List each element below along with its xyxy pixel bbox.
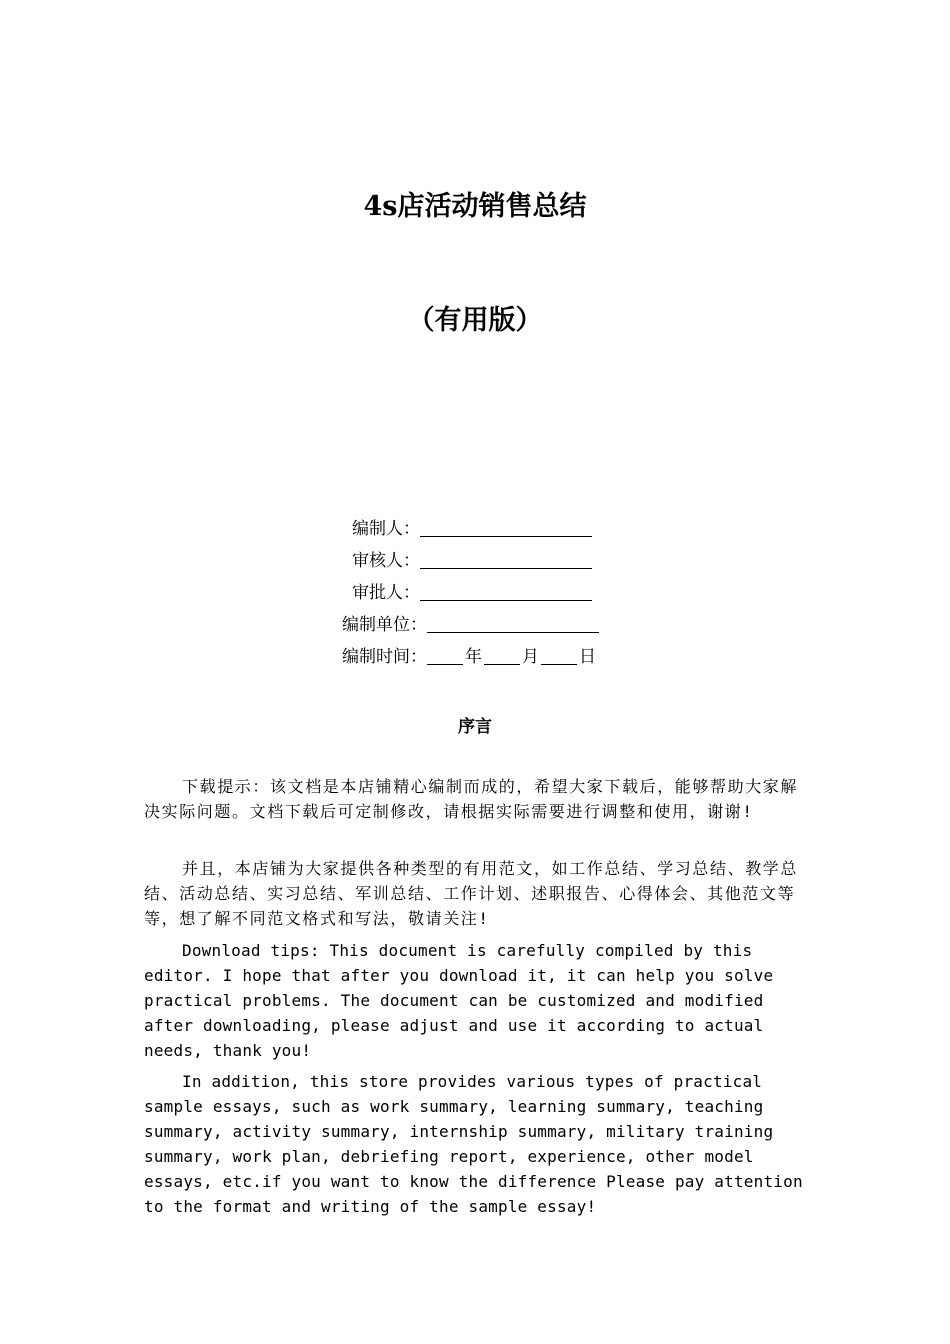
- preface-paragraph-store-note-cn: 并且，本店铺为大家提供各种类型的有用范文，如工作总结、学习总结、教学总结、活动总结、实习总结、军训总结、工作计划、述职报告、心得体会、其他范文等等，想了解不同范文格式和写法，敬请关注!: [144, 859, 799, 928]
- preface-paragraph-download-tip-cn: 下载提示：该文档是本店铺精心编制而成的，希望大家下载后，能够帮助大家解决实际问题。文档下载后可定制修改，请根据实际需要进行调整和使用，谢谢!: [144, 777, 799, 821]
- info-row-date: [342, 646, 598, 668]
- info-row-approver: [352, 582, 592, 604]
- info-label-editor: 编制人：: [352, 519, 420, 539]
- date-unit-month: 月: [522, 647, 539, 667]
- blank-line-year: [427, 647, 463, 665]
- blank-line-editor: [420, 519, 592, 537]
- blank-line-day: [541, 647, 577, 665]
- preface-paragraph-store-note-en: In addition, this store provides various types of practical sample essays, such as work summary, learning summary, teaching summary, activity summary, internship summary, military training summary, work plan, debriefing report, experience, other model essays, etc.if you want to know the difference Please pay attention to the format and writing of the sample essay!: [144, 1072, 803, 1216]
- blank-line-month: [484, 647, 520, 665]
- info-label-date: 编制时间：: [342, 647, 427, 667]
- info-label-reviewer: 审核人：: [352, 551, 420, 571]
- blank-line-reviewer: [420, 551, 592, 569]
- info-row-editor: [352, 518, 592, 540]
- document-subtitle: （有用版）: [407, 305, 543, 336]
- info-row-reviewer: [352, 550, 592, 572]
- blank-line-unit: [427, 615, 599, 633]
- preface-heading: 序言: [458, 717, 492, 737]
- preface-paragraph-download-tip-en: Download tips: This document is carefully compiled by this editor. I hope that after you download it, it can help you solve practical problems. The document can be customized and modified after downloading, please adjust and use it according to actual needs, thank you!: [144, 941, 774, 1060]
- date-unit-day: 日: [579, 647, 596, 667]
- document-title: 4s店活动销售总结: [363, 191, 587, 222]
- info-label-approver: 审批人：: [352, 583, 420, 603]
- blank-line-approver: [420, 583, 592, 601]
- info-row-unit: [342, 614, 599, 636]
- info-label-unit: 编制单位：: [342, 615, 427, 635]
- date-unit-year: 年: [465, 647, 482, 667]
